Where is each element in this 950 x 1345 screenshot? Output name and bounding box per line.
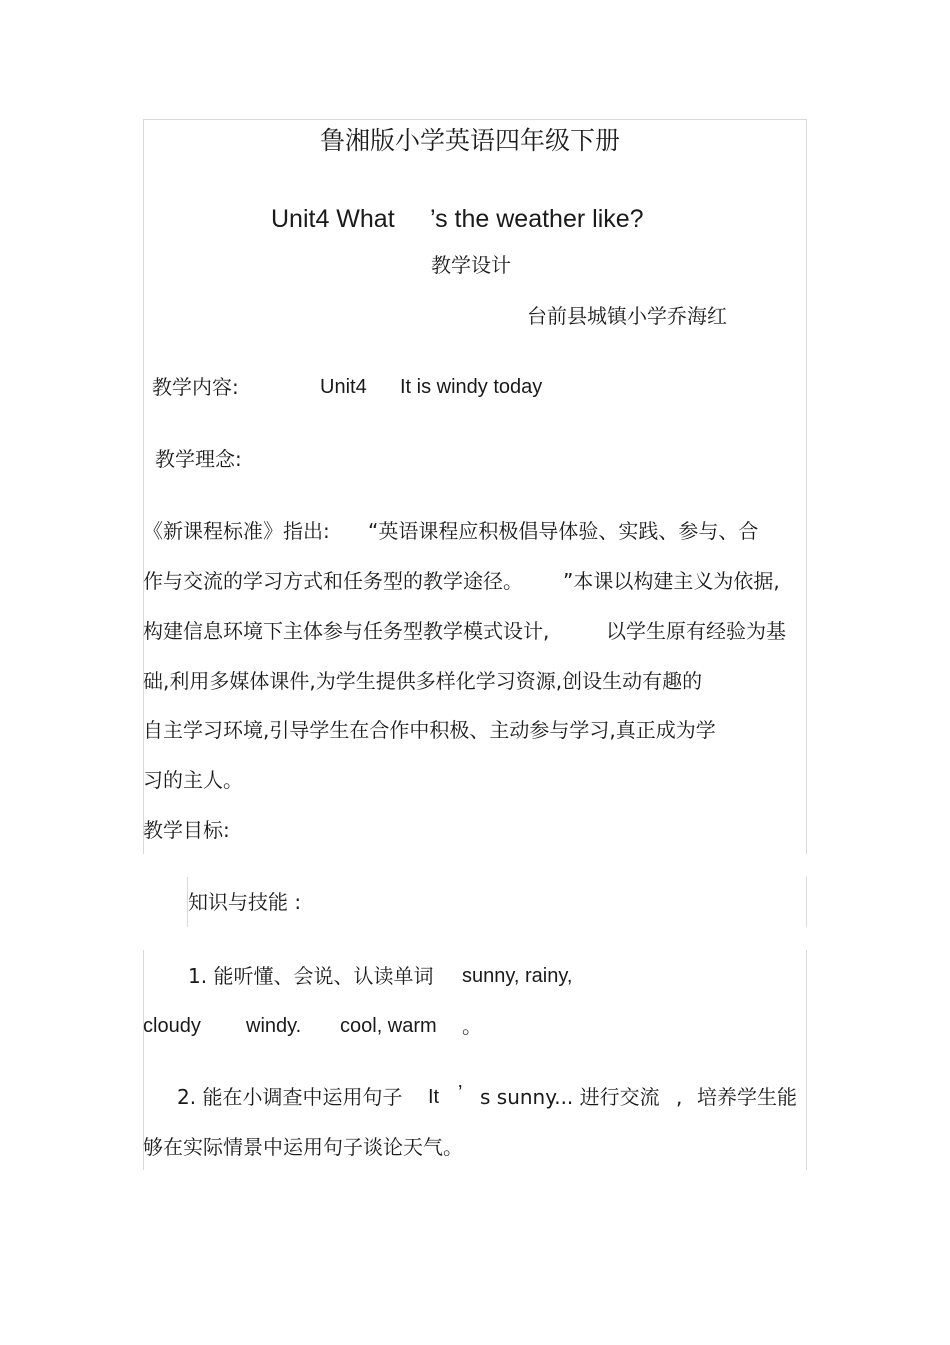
frame-right-border: [806, 119, 807, 854]
document-subtitle: 教学设计: [431, 253, 511, 277]
knowledge-label: 知识与技能 :: [188, 890, 302, 914]
goal-item-1-words: sunny, rainy,: [462, 965, 573, 987]
goal-item-1-cloudy: cloudy: [143, 1015, 201, 1037]
goal-item-2-comma: ,: [676, 1085, 683, 1109]
document-title: 鲁湘版小学英语四年级下册: [320, 126, 621, 155]
frame-left-border: [143, 119, 144, 854]
goal-item-2-tail: 培养学生能: [697, 1085, 797, 1109]
frame-right-border-3: [806, 950, 807, 1170]
goal-item-2-it: It: [428, 1086, 440, 1108]
content-topic: It is windy today: [400, 376, 543, 398]
goal-item-1-end: 。: [462, 1014, 482, 1038]
goal-item-2-apos: ’: [458, 1082, 463, 1104]
philosophy-line-4: 础,利用多媒体课件,为学生提供多样化学习资源,创设生动有趣的: [143, 669, 703, 693]
goal-item-1-lead: 1. 能听懂、会说、认读单词: [188, 964, 434, 988]
philosophy-line-2a: 作与交流的学习方式和任务型的教学途径。: [143, 569, 523, 593]
goal-item-2-rest: s sunny... 进行交流: [480, 1085, 660, 1109]
unit-title-part1: Unit4 What: [271, 205, 395, 233]
philosophy-line-1b: “英语课程应积极倡导体验、实践、参与、合: [368, 519, 759, 543]
content-unit: Unit4: [320, 376, 367, 398]
goal-item-2-line-2: 够在实际情景中运用句子谈论天气。: [143, 1135, 463, 1159]
goal-item-2-lead: 2. 能在小调查中运用句子: [177, 1085, 403, 1109]
goals-label: 教学目标:: [143, 818, 230, 842]
goal-item-1-windy: windy.: [246, 1015, 302, 1037]
philosophy-line-3a: 构建信息环境下主体参与任务型教学模式设计,: [143, 619, 550, 643]
philosophy-line-5: 自主学习环境,引导学生在合作中积极、主动参与学习,真正成为学: [143, 718, 716, 742]
content-label: 教学内容:: [152, 375, 239, 399]
philosophy-line-1a: 《新课程标准》指出:: [143, 519, 330, 543]
frame-top-border: [143, 119, 807, 120]
philosophy-label: 教学理念:: [155, 447, 242, 471]
frame-right-border-2: [806, 877, 807, 927]
philosophy-line-2b: ”本课以构建主义为依据,: [563, 569, 780, 593]
philosophy-line-6: 习的主人。: [143, 768, 243, 792]
unit-title-part2: ’s the weather like?: [430, 205, 644, 233]
author-line: 台前县城镇小学乔海红: [527, 304, 727, 328]
goal-item-1-coolwarm: cool, warm: [340, 1015, 437, 1037]
philosophy-line-3b: 以学生原有经验为基: [606, 619, 786, 643]
